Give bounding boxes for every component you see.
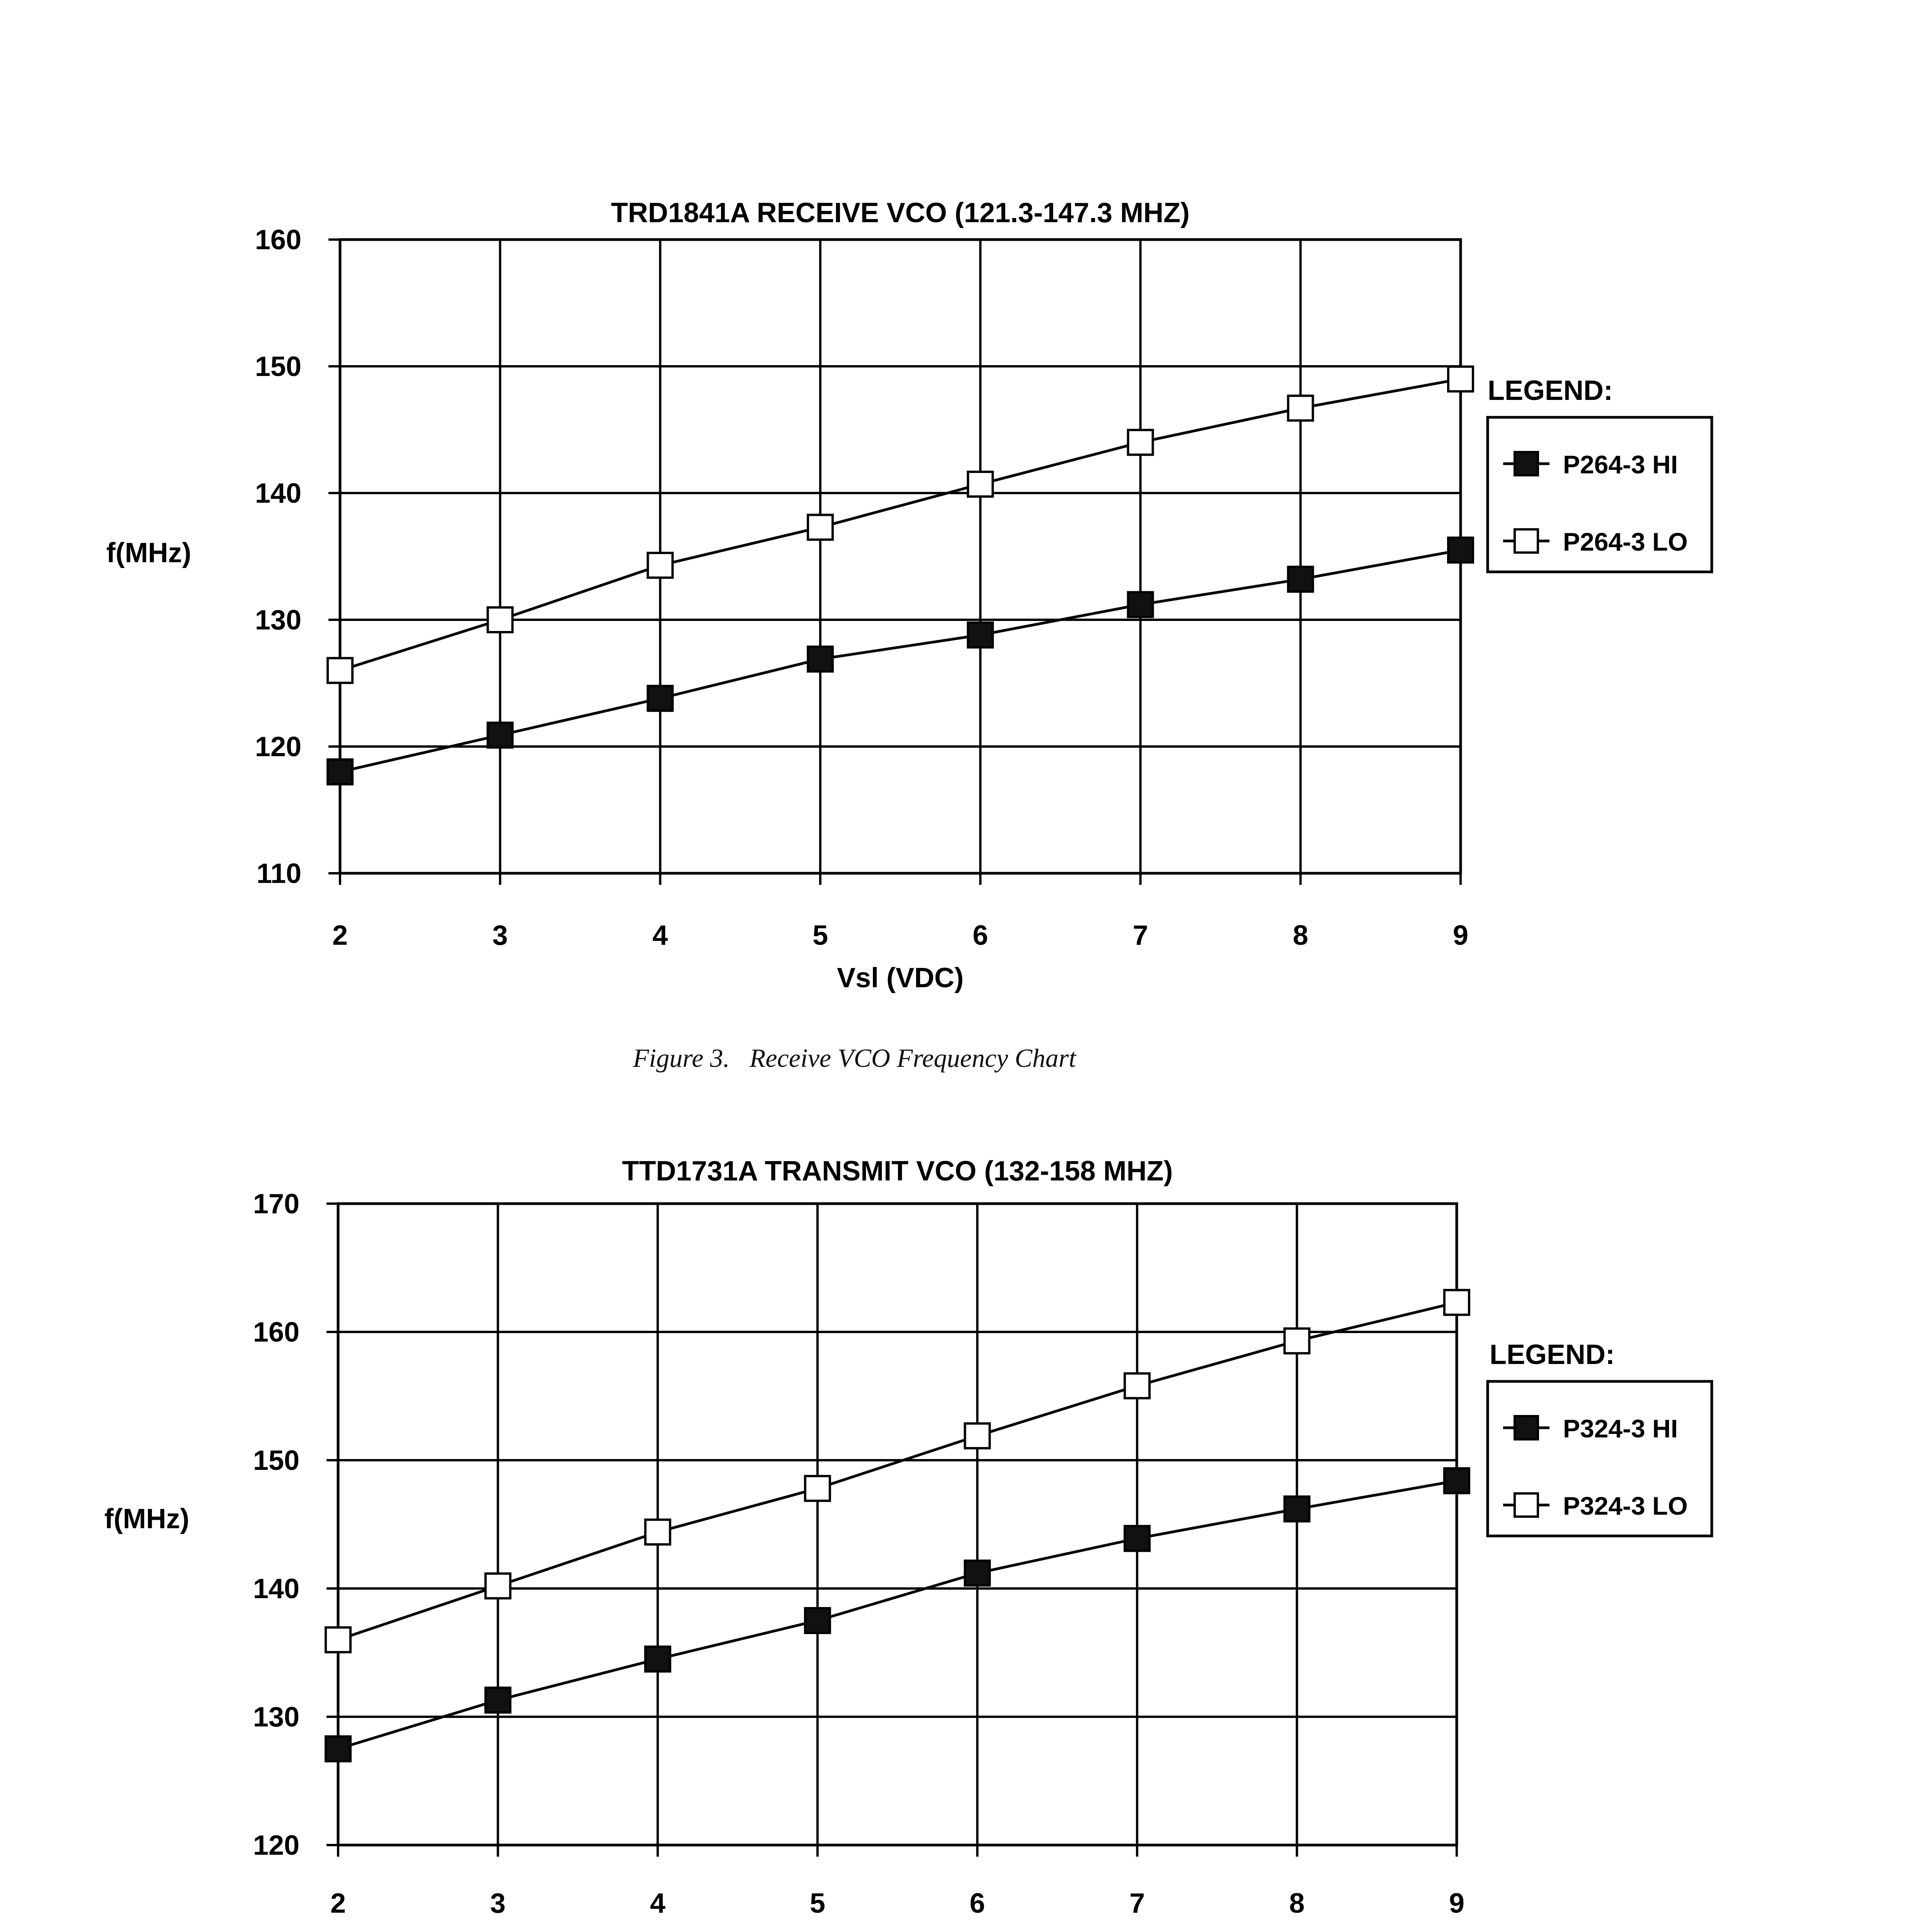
legend-entry: P264-3 HI	[1563, 450, 1678, 479]
data-point	[645, 1647, 670, 1672]
y-tick-label: 130	[255, 605, 301, 636]
x-tick-label: 8	[1289, 1888, 1305, 1919]
data-point	[326, 1628, 350, 1652]
data-point	[1125, 1373, 1150, 1398]
x-tick-label: 4	[652, 920, 668, 951]
y-tick-label: 130	[253, 1702, 299, 1733]
y-axis-label: f(MHz)	[104, 1503, 189, 1534]
x-axis-label: Vsl (VDC)	[837, 963, 964, 993]
y-tick-label: 160	[253, 1317, 299, 1348]
x-tick-label: 7	[1129, 1888, 1145, 1919]
x-tick-label: 9	[1449, 1888, 1465, 1919]
data-point	[965, 1561, 990, 1585]
data-point	[805, 1608, 830, 1633]
x-tick-label: 3	[490, 1888, 506, 1919]
x-tick-label: 4	[650, 1888, 666, 1919]
legend-entry: P324-3 HI	[1563, 1414, 1678, 1443]
x-tick-label: 6	[969, 1888, 985, 1919]
x-tick-label: 9	[1452, 920, 1469, 951]
y-tick-label: 170	[253, 1189, 299, 1219]
data-point	[965, 1423, 990, 1448]
data-point	[1284, 1328, 1309, 1353]
y-tick-label: 120	[255, 731, 301, 762]
y-tick-label: 120	[253, 1830, 299, 1861]
x-tick-label: 2	[332, 920, 348, 951]
y-axis-label: f(MHz)	[106, 537, 191, 568]
legend-entry: P324-3 LO	[1563, 1492, 1688, 1520]
data-point	[1444, 1290, 1469, 1315]
data-point	[1444, 1468, 1469, 1493]
chart-title: TRD1841A RECEIVE VCO (121.3-147.3 MHZ)	[611, 197, 1190, 228]
legend-marker	[1515, 1493, 1538, 1517]
x-tick-label: 7	[1133, 920, 1148, 951]
chart-title: TTD1731A TRANSMIT VCO (132-158 MHZ)	[622, 1156, 1173, 1187]
plot-frame	[338, 1204, 1457, 1845]
x-tick-label: 5	[810, 1888, 825, 1919]
y-tick-label: 140	[253, 1573, 299, 1604]
x-tick-label: 5	[812, 920, 828, 951]
data-point	[326, 1736, 350, 1761]
legend-entry: P264-3 LO	[1563, 527, 1688, 556]
figure-3-caption-text: Receive VCO Frequency Chart	[749, 1043, 1076, 1073]
x-tick-label: 8	[1293, 920, 1308, 951]
data-point	[486, 1688, 510, 1713]
data-point	[645, 1520, 670, 1544]
data-point	[805, 1476, 830, 1501]
y-tick-label: 150	[255, 351, 301, 382]
legend-marker	[1515, 1416, 1538, 1439]
legend-title: LEGEND:	[1488, 375, 1613, 406]
y-tick-label: 140	[255, 478, 301, 509]
y-tick-label: 150	[253, 1445, 299, 1476]
data-point	[1125, 1526, 1150, 1551]
y-tick-label: 160	[255, 224, 301, 255]
y-tick-label: 110	[256, 858, 301, 889]
legend-title: LEGEND:	[1490, 1339, 1615, 1370]
figure-3-caption-label: Figure 3.	[633, 1043, 730, 1073]
data-point	[1284, 1497, 1309, 1521]
data-point	[486, 1573, 510, 1598]
x-tick-label: 2	[330, 1888, 346, 1919]
x-tick-label: 6	[973, 920, 988, 951]
x-tick-label: 3	[492, 920, 508, 951]
